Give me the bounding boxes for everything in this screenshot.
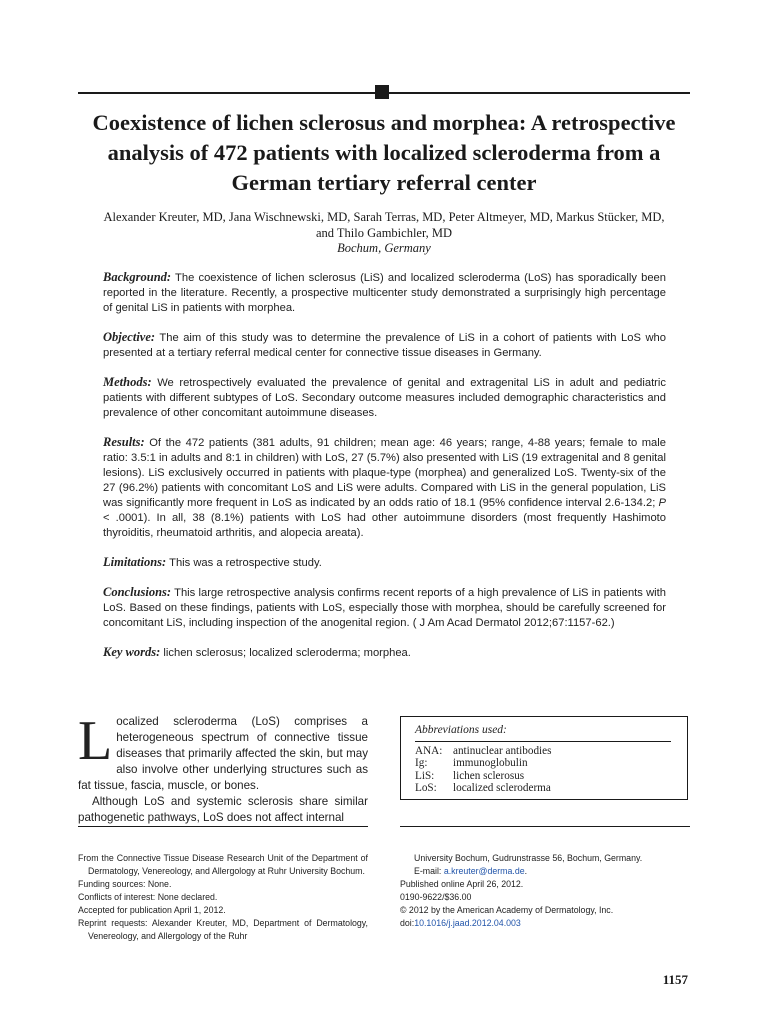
intro-text-1: ocalized scleroderma (LoS) comprises a heterogeneous spectrum of connective tissue diseases that primarily affected the skin, but may also involve other underlying structures such as fat tissue, fascia, muscle, or bones. <box>78 715 368 792</box>
email-end: . <box>524 866 528 876</box>
abstract-results <box>103 435 666 541</box>
footnote-doi <box>400 917 690 930</box>
authors-line-1: Alexander Kreuter, MD, Jana Wischnewski, MD, Sarah Terras, MD, Peter Altmeyer, MD, Markus Stücker, MD, <box>103 210 665 224</box>
footnote-accepted: Accepted for publication April 1, 2012. <box>78 905 226 915</box>
abbreviations-rule <box>415 741 671 742</box>
intro-paragraph-1 <box>78 710 368 794</box>
abstract-methods <box>103 375 666 421</box>
background-label: Background: <box>103 270 172 284</box>
footnote-copyright: © 2012 by the American Academy of Dermatology, Inc. <box>400 905 614 915</box>
footnote-rule-left <box>78 826 368 827</box>
email-label: E-mail: <box>414 866 444 876</box>
abstract <box>103 270 666 661</box>
abbreviation-meaning: localized scleroderma <box>453 782 551 795</box>
conclusions-text: This large retrospective analysis confirms recent reports of a high prevalence of LiS in patients with LoS. Based on these findings, patients with LoS, especially those with morphea, should be carefully screened for concomitant LiS, including inspection of the anogenital region. ( J Am Acad Dermatol 2012;67:1157-62.) <box>103 587 666 629</box>
abbreviations-table <box>415 745 551 795</box>
abstract-objective <box>103 330 666 361</box>
page-number: 1157 <box>662 972 688 987</box>
results-p: P <box>658 497 666 509</box>
abbreviation-meaning: immunoglobulin <box>453 757 528 770</box>
footnote-address: University Bochum, Gudrunstrasse 56, Bochum, Germany. <box>414 853 643 863</box>
author-location: Bochum, Germany <box>337 241 431 255</box>
abbreviation-term: Ig: <box>415 757 428 770</box>
authors-line-2: and Thilo Gambichler, MD <box>315 225 453 240</box>
abbreviation-row <box>415 770 551 782</box>
footnote-email <box>400 865 690 878</box>
abbreviation-row <box>415 782 551 794</box>
abstract-conclusions <box>103 585 666 631</box>
footnote-conflicts: Conflicts of interest: None declared. <box>78 892 218 902</box>
footnote-published: Published online April 26, 2012. <box>400 879 524 889</box>
footnote-funding: Funding sources: None. <box>78 879 172 889</box>
footnote-reprint: Reprint requests: Alexander Kreuter, MD, Department of Dermatology, Venereology, and Allergology of the Ruhr <box>78 918 368 941</box>
article-title: Coexistence of lichen sclerosus and morphea: A retrospective analysis of 472 patients with localized scleroderma from a German tertiary referral center <box>92 110 676 195</box>
abbreviation-row <box>415 757 551 769</box>
abbreviation-term: ANA: <box>415 745 443 757</box>
abbreviation-meaning: lichen sclerosus <box>453 769 525 782</box>
intro-column <box>78 710 368 826</box>
footnotes-left <box>78 852 368 943</box>
results-text-b: < .0001). In all, 38 (8.1%) patients with LoS had other autoimmune disorders (most frequently Hashimoto thyroiditis, rheumatoid arthritis, and alopecia areata). <box>103 512 666 539</box>
abstract-limitations <box>103 555 666 571</box>
abbreviation-row <box>415 745 551 757</box>
results-text-a: Of the 472 patients (381 adults, 91 children; mean age: 46 years; range, 4-88 years; female to male ratio: 3.5:1 in adults and 8:1 in children) with LoS, 27 (5.7%) also presented with LiS (19 extragenital and 8 genital lesions). LiS exclusively occurred in patients with plaque-type (morphea) and generalized LoS. Twenty-six of the 27 (96.2%) patients with concomitant LoS and LiS were adults. Compared with LiS in the general population, LiS was significantly more frequent in LoS as indicated by an odds ratio of 18.1 (95% confidence interval 2.6-134.2; <box>103 437 666 509</box>
doi-label: doi: <box>400 918 415 928</box>
footnote-issn: 0190-9622/$36.00 <box>400 892 472 902</box>
footnote-rule-right <box>400 826 690 827</box>
abbreviation-term: LoS: <box>415 782 437 795</box>
methods-text: We retrospectively evaluated the prevalence of genital and extragenital LiS in adult and pediatric patients with different subtypes of LoS. Secondary outcome measures included demographic characteristics and prevalence of other concomitant autoimmune diseases. <box>103 377 666 419</box>
email-link[interactable]: a.kreuter@derma.de <box>443 866 525 876</box>
abbreviation-meaning: antinuclear antibodies <box>453 745 552 757</box>
footnote-affiliation: From the Connective Tissue Disease Research Unit of the Department of Dermatology, Venereology, and Allergology at Ruhr University Bochum. <box>78 853 368 876</box>
keywords-text: lichen sclerosus; localized scleroderma; morphea. <box>160 647 411 659</box>
keywords-label: Key words: <box>103 645 161 659</box>
objective-label: Objective: <box>103 330 156 344</box>
abbreviations-box <box>400 716 688 800</box>
objective-text: The aim of this study was to determine the prevalence of LiS in a cohort of patients with LoS who presented at a tertiary referral medical center for connective tissue diseases in Germany. <box>103 332 666 359</box>
abbreviations-title: Abbreviations used: <box>415 724 507 736</box>
background-text: The coexistence of lichen sclerosus (LiS) and localized scleroderma (LoS) has sporadically been reported in the literature. Recently, a prospective multicenter study demonstrated a surprisingly high percentage of genital LiS in patients with morphea. <box>103 272 666 314</box>
limitations-text: This was a retrospective study. <box>166 557 322 569</box>
abstract-keywords <box>103 645 666 661</box>
author-block <box>74 210 694 257</box>
results-label: Results: <box>103 435 145 449</box>
doi-link[interactable]: 10.1016/j.jaad.2012.04.003 <box>414 918 521 928</box>
abbreviation-term: LiS: <box>415 769 435 782</box>
top-square-marker <box>375 85 389 99</box>
footnotes-right <box>400 852 690 930</box>
drop-cap: L <box>78 710 113 772</box>
methods-label: Methods: <box>103 375 152 389</box>
limitations-label: Limitations: <box>103 555 167 569</box>
abstract-background <box>103 270 666 316</box>
conclusions-label: Conclusions: <box>103 585 172 599</box>
intro-paragraph-2: Although LoS and systemic sclerosis share similar pathogenetic pathways, LoS does not affect internal <box>78 795 368 824</box>
